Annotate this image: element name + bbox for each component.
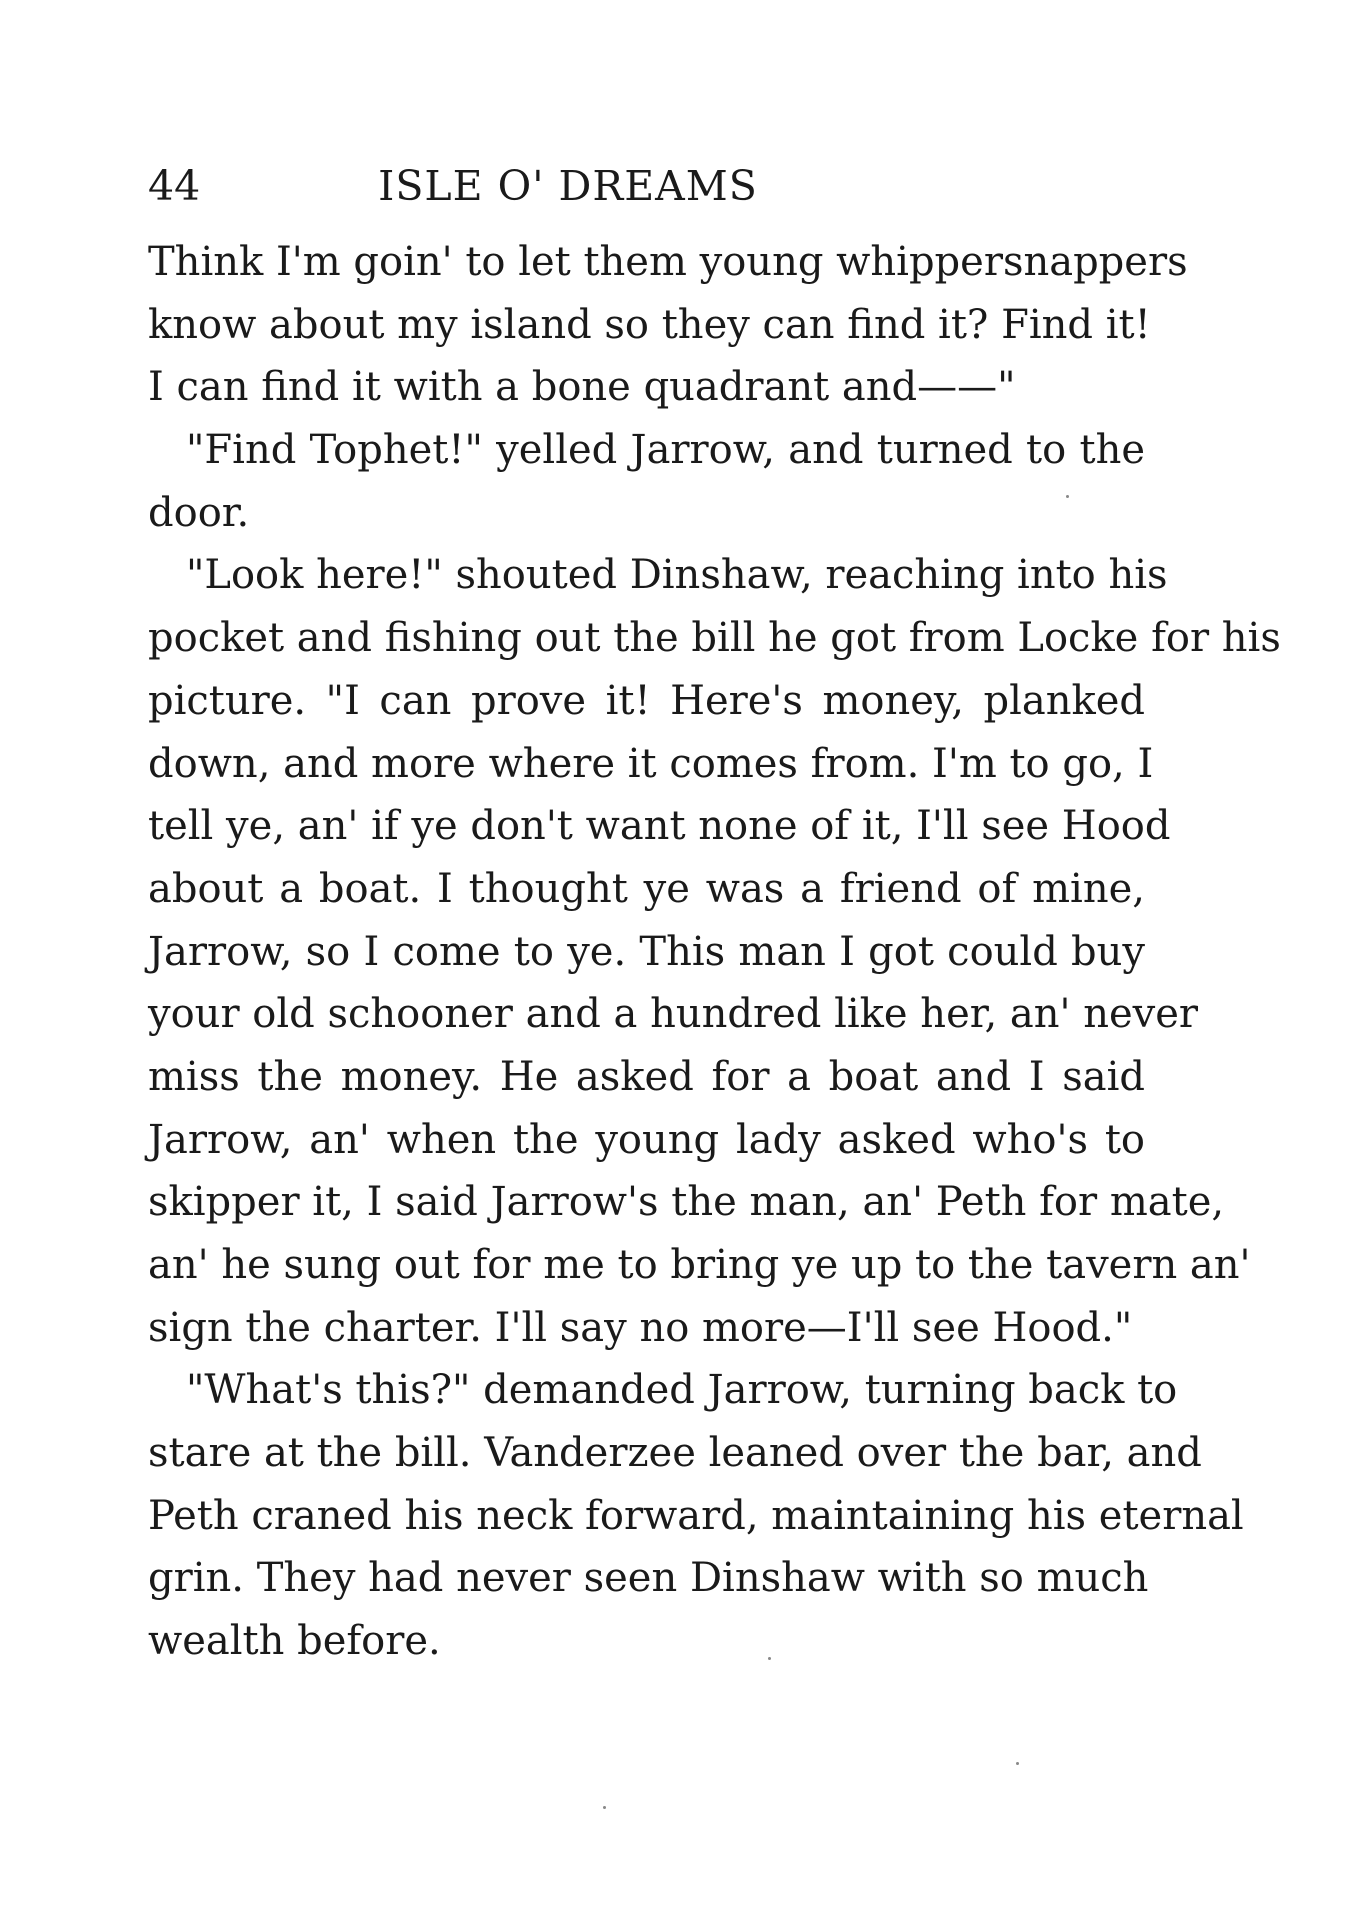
text-line: door. — [148, 489, 250, 536]
text-line: Peth craned his neck forward, maintaining his eternal — [148, 1492, 1244, 1539]
text-line: grin. They had never seen Dinshaw with so much — [148, 1555, 1149, 1602]
text-line: Jarrow, so I come to ye. This man I got could buy — [148, 928, 1145, 975]
text-line: skipper it, I said Jarrow's the man, an' Peth for mate, — [148, 1179, 1225, 1226]
paragraph — [148, 231, 1188, 419]
text-line: tell ye, an' if ye don't want none of it, I'll see Hood — [148, 803, 1171, 850]
text-line: an' he sung out for me to bring ye up to the tavern an' — [148, 1242, 1251, 1288]
text-line: know about my island so they can find it? Find it! — [148, 301, 1151, 348]
page-number: 44 — [148, 162, 201, 210]
paper-speck — [768, 1657, 771, 1660]
text-line: about a boat. I thought ye was a friend of mine, — [148, 865, 1145, 912]
body-text — [148, 231, 1281, 1673]
text-line: your old schooner and a hundred like her, an' never — [148, 991, 1199, 1038]
text-line: I can find it with a bone quadrant and——" — [148, 364, 1016, 411]
text-line: Jarrow, an' when the young lady asked who's to — [148, 1116, 1145, 1163]
text-line: Think I'm goin' to let them young whippersnappers — [148, 239, 1188, 285]
paragraph — [148, 419, 1145, 544]
text-line: sign the charter. I'll say no more—I'll see Hood." — [148, 1304, 1133, 1351]
text-line: wealth before. — [148, 1618, 441, 1665]
paper-speck — [603, 1806, 606, 1809]
text-line: stare at the bill. Vanderzee leaned over the bar, and — [148, 1430, 1202, 1477]
paper-speck — [1066, 495, 1069, 498]
text-line: picture. "I can prove it! Here's money, planked — [148, 677, 1145, 724]
text-line: "Look here!" shouted Dinshaw, reaching into his — [186, 552, 1168, 599]
paragraph — [148, 1359, 1244, 1672]
text-line: miss the money. He asked for a boat and I said — [148, 1053, 1145, 1100]
running-title: ISLE O' DREAMS — [378, 162, 758, 210]
running-head — [148, 158, 1138, 214]
text-line: "Find Tophet!" yelled Jarrow, and turned to the — [186, 427, 1145, 474]
text-line: pocket and fishing out the bill he got from Locke for his — [148, 615, 1281, 662]
paper-speck — [1016, 1762, 1019, 1765]
text-line: "What's this?" demanded Jarrow, turning back to — [186, 1367, 1178, 1414]
text-line: down, and more where it comes from. I'm to go, I — [148, 740, 1154, 787]
paragraph — [148, 544, 1281, 1359]
